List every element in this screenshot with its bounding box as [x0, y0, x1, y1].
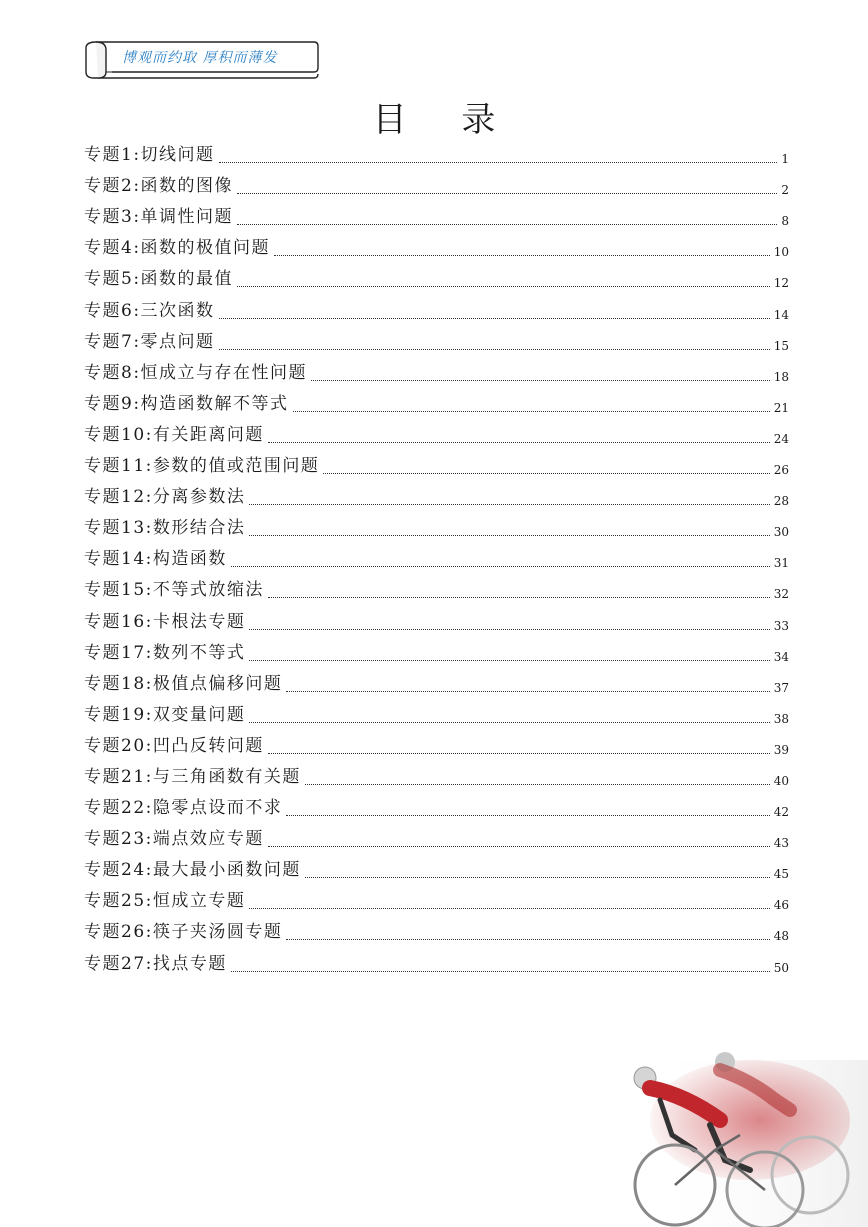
toc-entry-title[interactable]: 专题23:端点效应专题	[84, 829, 264, 850]
toc-entry-page-number[interactable]: 18	[773, 369, 789, 384]
toc-entry[interactable]	[84, 700, 789, 731]
toc-leader-dots	[231, 970, 770, 972]
toc-entry[interactable]	[84, 638, 789, 669]
toc-entry[interactable]	[84, 233, 789, 264]
toc-entry[interactable]	[84, 575, 789, 606]
cyclists-illustration	[600, 1040, 868, 1227]
toc-entry-page-number[interactable]: 45	[773, 867, 789, 882]
toc-leader-dots	[231, 565, 770, 567]
toc-entry-page-number[interactable]: 1	[781, 152, 789, 167]
toc-leader-dots	[286, 814, 769, 816]
toc-entry[interactable]	[84, 544, 789, 575]
toc-leader-dots	[305, 876, 770, 878]
toc-leader-dots	[305, 783, 770, 785]
toc-entry-page-number[interactable]: 8	[781, 214, 789, 229]
toc-entry[interactable]	[84, 669, 789, 700]
toc-entry-title[interactable]: 专题26:筷子夹汤圆专题	[84, 922, 283, 943]
toc-entry-title[interactable]: 专题1:切线问题	[84, 145, 215, 166]
toc-entry-title[interactable]: 专题22:隐零点设而不求	[84, 798, 283, 819]
toc-entry[interactable]	[84, 731, 789, 762]
toc-entry[interactable]	[84, 886, 789, 917]
toc-entry[interactable]	[84, 202, 789, 233]
toc-entry[interactable]	[84, 420, 789, 451]
toc-entry-title[interactable]: 专题10:有关距离问题	[84, 424, 264, 445]
toc-entry-page-number[interactable]: 43	[773, 836, 789, 851]
toc-entry[interactable]	[84, 327, 789, 358]
toc-leader-dots	[268, 752, 770, 754]
toc-entry-page-number[interactable]: 24	[773, 431, 789, 446]
toc-entry-title[interactable]: 专题2:函数的图像	[84, 176, 234, 197]
toc-entry-page-number[interactable]: 50	[773, 960, 789, 975]
toc-entry-title[interactable]: 专题27:找点专题	[84, 953, 227, 974]
toc-entry[interactable]	[84, 855, 789, 886]
page-title: 目 录	[372, 100, 518, 140]
toc-leader-dots	[286, 938, 769, 940]
toc-entry-page-number[interactable]: 37	[773, 680, 789, 695]
header-banner	[82, 38, 320, 80]
toc-leader-dots	[237, 285, 770, 287]
toc-entry-title[interactable]: 专题13:数形结合法	[84, 518, 246, 539]
toc-entry-page-number[interactable]: 34	[773, 649, 789, 664]
toc-leader-dots	[249, 907, 769, 909]
toc-leader-dots	[249, 628, 769, 630]
toc-entry-title[interactable]: 专题12:分离参数法	[84, 487, 246, 508]
toc-entry[interactable]	[84, 171, 789, 202]
toc-entry-page-number[interactable]: 26	[773, 463, 789, 478]
toc-entry[interactable]	[84, 513, 789, 544]
toc-entry-title[interactable]: 专题5:函数的最值	[84, 269, 234, 290]
toc-entry-title[interactable]: 专题24:最大最小函数问题	[84, 860, 301, 881]
header-slogan: 博观而约取 厚积而薄发	[122, 50, 278, 66]
toc-entry-page-number[interactable]: 40	[773, 773, 789, 788]
toc-entry-page-number[interactable]: 15	[773, 338, 789, 353]
toc-entry-page-number[interactable]: 38	[773, 711, 789, 726]
toc-leader-dots	[249, 534, 769, 536]
toc-entry[interactable]	[84, 358, 789, 389]
toc-entry-page-number[interactable]: 33	[773, 618, 789, 633]
toc-leader-dots	[268, 596, 770, 598]
toc-leader-dots	[249, 659, 769, 661]
toc-entry[interactable]	[84, 264, 789, 295]
toc-leader-dots	[293, 410, 770, 412]
toc-entry-page-number[interactable]: 30	[773, 525, 789, 540]
toc-entry[interactable]	[84, 917, 789, 948]
toc-entry-page-number[interactable]: 31	[773, 556, 789, 571]
toc-entry[interactable]	[84, 824, 789, 855]
toc-entry-page-number[interactable]: 21	[773, 400, 789, 415]
toc-entry-title[interactable]: 专题18:极值点偏移问题	[84, 673, 283, 694]
toc-list	[84, 140, 789, 980]
toc-entry[interactable]	[84, 762, 789, 793]
toc-entry-page-number[interactable]: 39	[773, 742, 789, 757]
toc-leader-dots	[249, 721, 769, 723]
toc-entry-page-number[interactable]: 42	[773, 805, 789, 820]
toc-entry-title[interactable]: 专题16:卡根法专题	[84, 611, 246, 632]
toc-entry-page-number[interactable]: 14	[773, 307, 789, 322]
toc-entry-title[interactable]: 专题4:函数的极值问题	[84, 238, 271, 259]
toc-entry[interactable]	[84, 606, 789, 637]
toc-entry-title[interactable]: 专题19:双变量问题	[84, 704, 246, 725]
toc-leader-dots	[311, 379, 770, 381]
toc-entry-page-number[interactable]: 10	[773, 245, 789, 260]
toc-entry[interactable]	[84, 451, 789, 482]
toc-leader-dots	[323, 472, 769, 474]
toc-entry-title[interactable]: 专题25:恒成立专题	[84, 891, 246, 912]
toc-leader-dots	[286, 690, 769, 692]
toc-entry[interactable]	[84, 389, 789, 420]
toc-leader-dots	[249, 503, 769, 505]
toc-entry-title[interactable]: 专题15:不等式放缩法	[84, 580, 264, 601]
toc-entry[interactable]	[84, 948, 789, 979]
toc-leader-dots	[268, 441, 770, 443]
toc-entry[interactable]	[84, 140, 789, 171]
toc-leader-dots	[237, 192, 777, 194]
toc-entry-title[interactable]: 专题11:参数的值或范围问题	[84, 456, 320, 477]
toc-entry-title[interactable]: 专题9:构造函数解不等式	[84, 393, 289, 414]
toc-leader-dots	[274, 254, 770, 256]
toc-entry-page-number[interactable]: 12	[773, 276, 789, 291]
toc-leader-dots	[219, 348, 770, 350]
toc-entry-page-number[interactable]: 2	[781, 183, 789, 198]
toc-entry-title[interactable]: 专题20:凹凸反转问题	[84, 735, 264, 756]
toc-entry-title[interactable]: 专题6:三次函数	[84, 300, 215, 321]
toc-leader-dots	[219, 317, 770, 319]
toc-leader-dots	[219, 161, 778, 163]
toc-leader-dots	[268, 845, 770, 847]
toc-entry-title[interactable]: 专题14:构造函数	[84, 549, 227, 570]
toc-entry-page-number[interactable]: 32	[773, 587, 789, 602]
toc-entry-title[interactable]: 专题21:与三角函数有关题	[84, 766, 301, 787]
toc-entry-title[interactable]: 专题3:单调性问题	[84, 207, 234, 228]
toc-entry-title[interactable]: 专题7:零点问题	[84, 331, 215, 352]
toc-entry-page-number[interactable]: 46	[773, 898, 789, 913]
toc-entry-page-number[interactable]: 28	[773, 494, 789, 509]
toc-entry-page-number[interactable]: 48	[773, 929, 789, 944]
toc-entry-title[interactable]: 专题17:数列不等式	[84, 642, 246, 663]
toc-entry-title[interactable]: 专题8:恒成立与存在性问题	[84, 362, 308, 383]
toc-entry[interactable]	[84, 295, 789, 326]
toc-entry[interactable]	[84, 482, 789, 513]
toc-entry[interactable]	[84, 793, 789, 824]
toc-leader-dots	[237, 223, 777, 225]
